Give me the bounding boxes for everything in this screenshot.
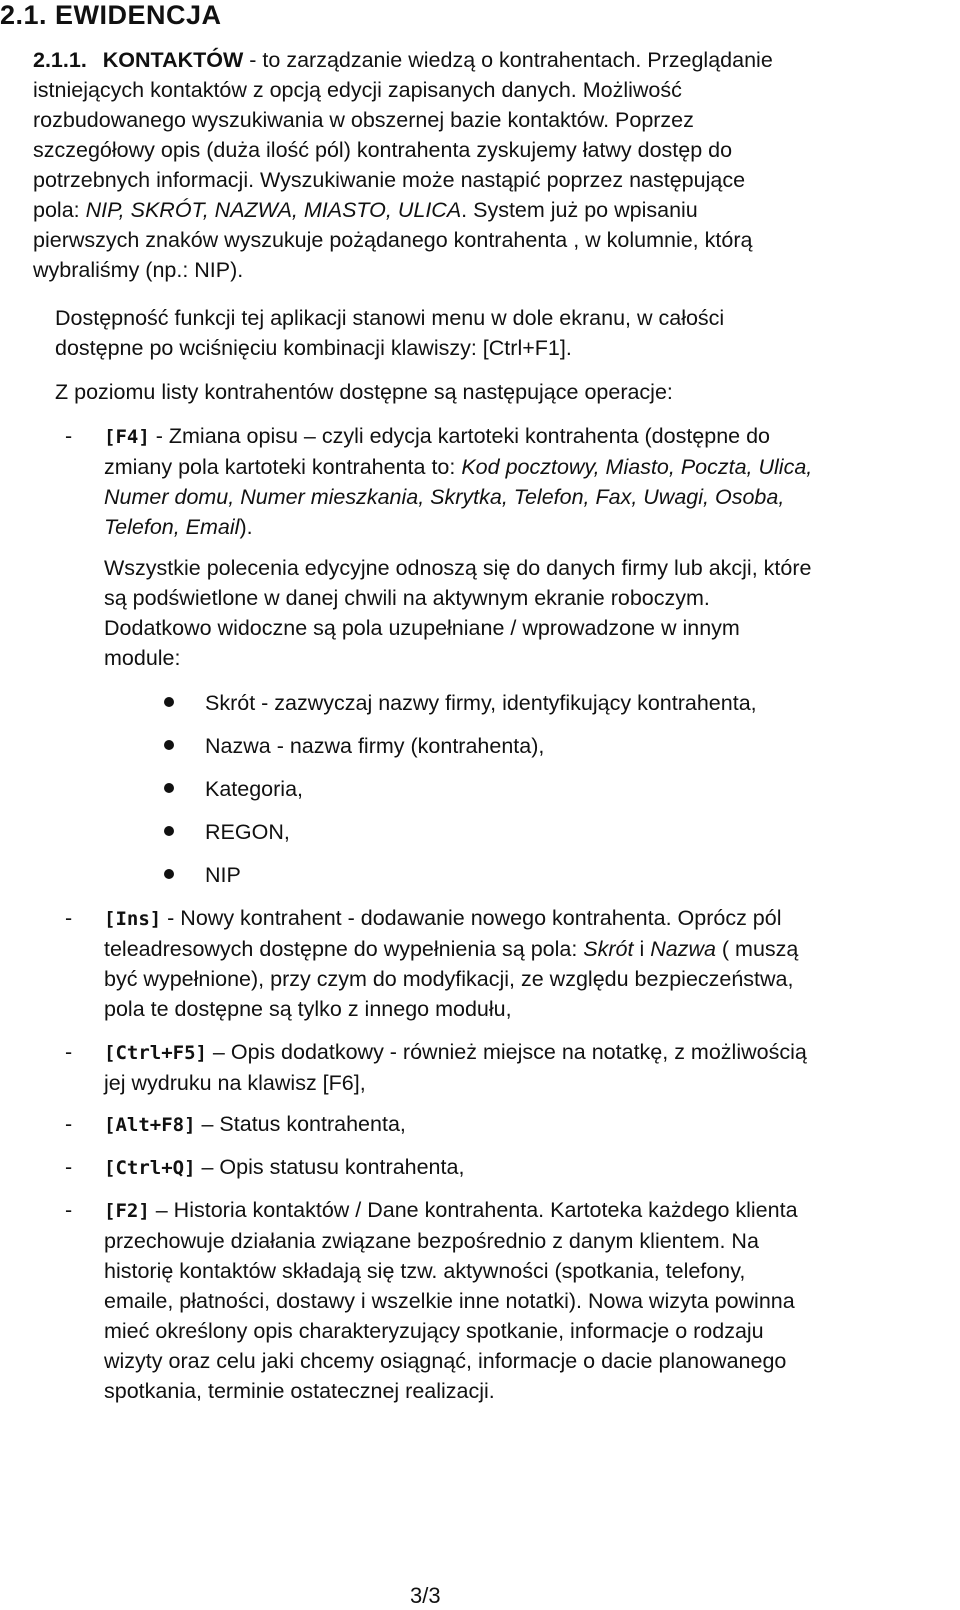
ctrl-q-key: [Ctrl+Q]: [104, 1157, 196, 1179]
dash-f2: -: [65, 1198, 73, 1222]
ctrl-f5-item: [104, 1037, 807, 1098]
ins-line2a: teleadresowych dostępne do wypełnienia są pola:: [104, 937, 584, 961]
alt-f8-text: – Status kontrahenta,: [195, 1112, 406, 1136]
intro-line-4: potrzebnych informacji. Wyszukiwanie może nastąpić poprzez następujące: [33, 168, 746, 192]
f4-key: [F4]: [104, 426, 150, 448]
f4-line2: zmiany pola kartoteki kontrahenta to:: [104, 455, 462, 479]
f2-key: [F2]: [104, 1200, 150, 1222]
edit-line-3: module:: [104, 646, 181, 670]
ins-nazwa: Nazwa: [650, 937, 716, 961]
edit-paragraph: [104, 553, 811, 673]
f2-line: emaile, płatności, dostawy i wszelkie inne notatki). Nowa wizyta powinna: [104, 1289, 795, 1313]
ins-line4: pola te dostępne są tylko z innego modułu,: [104, 997, 512, 1021]
bullet-dot: [164, 697, 174, 707]
f4-fields-2: Numer domu, Numer mieszkania, Skrytka, Telefon, Fax, Uwagi, Osoba,: [104, 485, 785, 509]
operations-intro: Z poziomu listy kontrahentów dostępne są następujące operacje:: [55, 380, 673, 404]
bullet-item: Kategoria,: [205, 777, 304, 801]
ins-line1: - Nowy kontrahent - dodawanie nowego kontrahenta. Oprócz pól: [161, 906, 782, 930]
menu-line-1: dostępne po wciśnięciu kombinacji klawiszy: [Ctrl+F1].: [55, 336, 572, 360]
dash-ctrl-f5: -: [65, 1040, 73, 1064]
bullet-item: NIP: [205, 863, 241, 887]
ins-line2c: ( muszą: [715, 937, 799, 961]
edit-line-2: Dodatkowo widoczne są pola uzupełniane / wprowadzone w innym: [104, 616, 740, 640]
f2-line: spotkania, terminie ostatecznej realizacji.: [104, 1379, 495, 1403]
ctrl-f5-line1: – Opis dodatkowy - również miejsce na notatkę, z możliwością: [206, 1040, 807, 1064]
f2-line: historię kontaktów składają się tzw. aktywności (spotkania, telefony,: [104, 1259, 746, 1283]
f2-line: mieć określony opis charakteryzujący spotkanie, informacje o rodzaju: [104, 1319, 764, 1343]
bullet-dot: [164, 869, 174, 879]
intro-line-1: istniejących kontaktów z opcją edycji zapisanych danych. Możliwość: [33, 78, 682, 102]
section-number: 2.1.1.: [33, 48, 87, 72]
f2-item: [104, 1195, 798, 1406]
intro-line-2: rozbudowanego wyszukiwania w obszernej bazie kontaktów. Poprzez: [33, 108, 694, 132]
f4-fields-3: Telefon, Email: [104, 515, 240, 539]
ins-line3: być wypełnione), przy czym do modyfikacji, ze względu bezpieczeństwa,: [104, 967, 794, 991]
f2-line1: – Historia kontaktów / Dane kontrahenta. Kartoteka każdego klienta: [149, 1198, 798, 1222]
menu-line-0: Dostępność funkcji tej aplikacji stanowi menu w dole ekranu, w całości: [55, 306, 725, 330]
intro-paragraph: [33, 45, 773, 285]
bullet-item: Nazwa - nazwa firmy (kontrahenta),: [205, 734, 545, 758]
intro-tail-line-0: pierwszych znaków wyszukuje pożądanego kontrahenta , w kolumnie, którą: [33, 228, 753, 252]
ins-item: [104, 903, 798, 1024]
intro-line-0: - to zarządzanie wiedzą o kontrahentach. Przeglądanie: [243, 48, 773, 72]
alt-f8-key: [Alt+F8]: [104, 1114, 196, 1136]
search-fields: NIP, SKRÓT, NAZWA, MIASTO, ULICA: [85, 198, 462, 222]
ctrl-q-item: [104, 1152, 464, 1183]
intro-line-3: szczegółowy opis (duża ilość pól) kontrahenta zyskujemy łatwy dostęp do: [33, 138, 733, 162]
intro-tail-line-1: wybraliśmy (np.: NIP).: [33, 258, 244, 282]
bullet-item: REGON,: [205, 820, 290, 844]
edit-line-1: są podświetlone w danej chwili na aktywnym ekranie roboczym.: [104, 586, 710, 610]
f4-end: ).: [239, 515, 253, 539]
dash-f4: -: [65, 424, 73, 448]
dash-ins: -: [65, 906, 73, 930]
page-heading: 2.1. EWIDENCJA: [0, 0, 222, 30]
ctrl-q-text: – Opis statusu kontrahenta,: [195, 1155, 465, 1179]
f2-line: wizyty oraz celu jaki chcemy osiągnąć, informacje o dacie planowanego: [104, 1349, 787, 1373]
dash-alt-f8: -: [65, 1112, 73, 1136]
bullet-dot: [164, 740, 174, 750]
search-fields-prefix: pola:: [33, 198, 86, 222]
dash-ctrl-q: -: [65, 1155, 73, 1179]
edit-line-0: Wszystkie polecenia edycyjne odnoszą się do danych firmy lub akcji, które: [104, 556, 812, 580]
f2-line: przechowuje działania związane bezpośrednio z danym klientem. Na: [104, 1229, 759, 1253]
search-fields-suffix: . System już po wpisaniu: [461, 198, 698, 222]
bullet-dot: [164, 826, 174, 836]
bullet-dot: [164, 783, 174, 793]
page-number: 3/3: [410, 1583, 441, 1608]
ins-key: [Ins]: [104, 908, 162, 930]
alt-f8-item: [104, 1109, 406, 1140]
bullet-item: Skrót - zazwyczaj nazwy firmy, identyfikujący kontrahenta,: [205, 691, 757, 715]
f4-item: [104, 421, 812, 542]
f4-text: - Zmiana opisu – czyli edycja kartoteki kontrahenta (dostępne do: [149, 424, 771, 448]
section-title: KONTAKTÓW: [102, 48, 244, 72]
f4-fields-1: Kod pocztowy, Miasto, Poczta, Ulica,: [461, 455, 813, 479]
ins-line2b: i: [633, 937, 651, 961]
ins-skrot: Skrót: [583, 937, 634, 961]
ctrl-f5-key: [Ctrl+F5]: [104, 1042, 207, 1064]
menu-paragraph: [55, 303, 724, 363]
ctrl-f5-line2: jej wydruku na klawisz [F6],: [104, 1071, 366, 1095]
